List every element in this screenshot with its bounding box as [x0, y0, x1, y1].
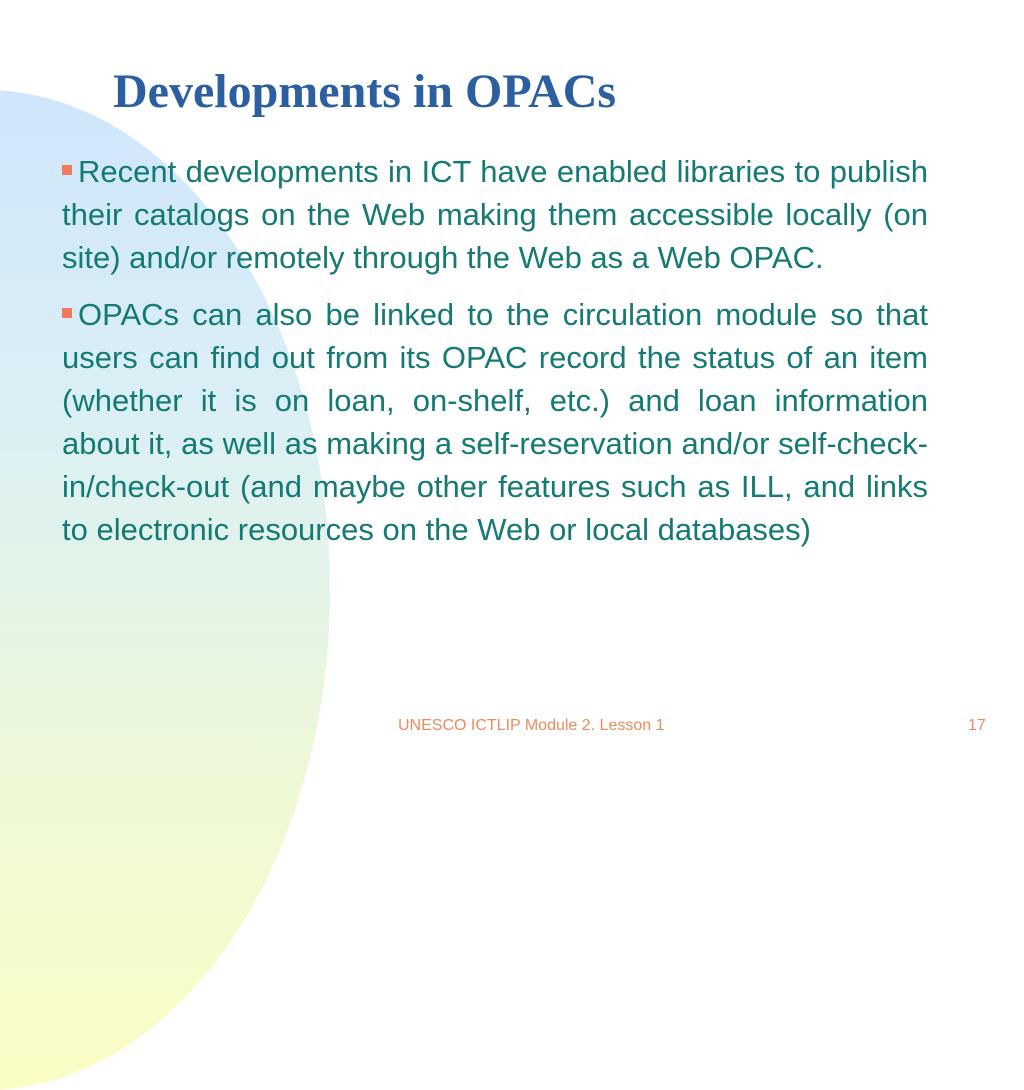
slide-content [62, 150, 928, 565]
bullet-text: Recent developments in ICT have enabled libraries to publish their catalogs on the Web making them accessible locally (on site) and/or remotely through the Web as a Web OPAC. [62, 154, 928, 275]
bullet-text: OPACs can also be linked to the circulation module so that users can find out from its OPAC record the status of an item (whether it is on loan, on-shelf, etc.) and loan information about it, as well as making a self-reservation and/or self-check-in/check-out (and maybe other features such as ILL, and links to electronic resources on the Web or local databases) [62, 297, 928, 547]
square-bullet-icon [62, 308, 72, 318]
bullet-item [62, 293, 928, 551]
page-number: 17 [968, 717, 986, 734]
bullet-item [62, 150, 928, 279]
slide-title: Developments in OPACs [113, 65, 617, 118]
square-bullet-icon [62, 165, 72, 175]
slide-footer: UNESCO ICTLIP Module 2. Lesson 1 [398, 717, 665, 734]
